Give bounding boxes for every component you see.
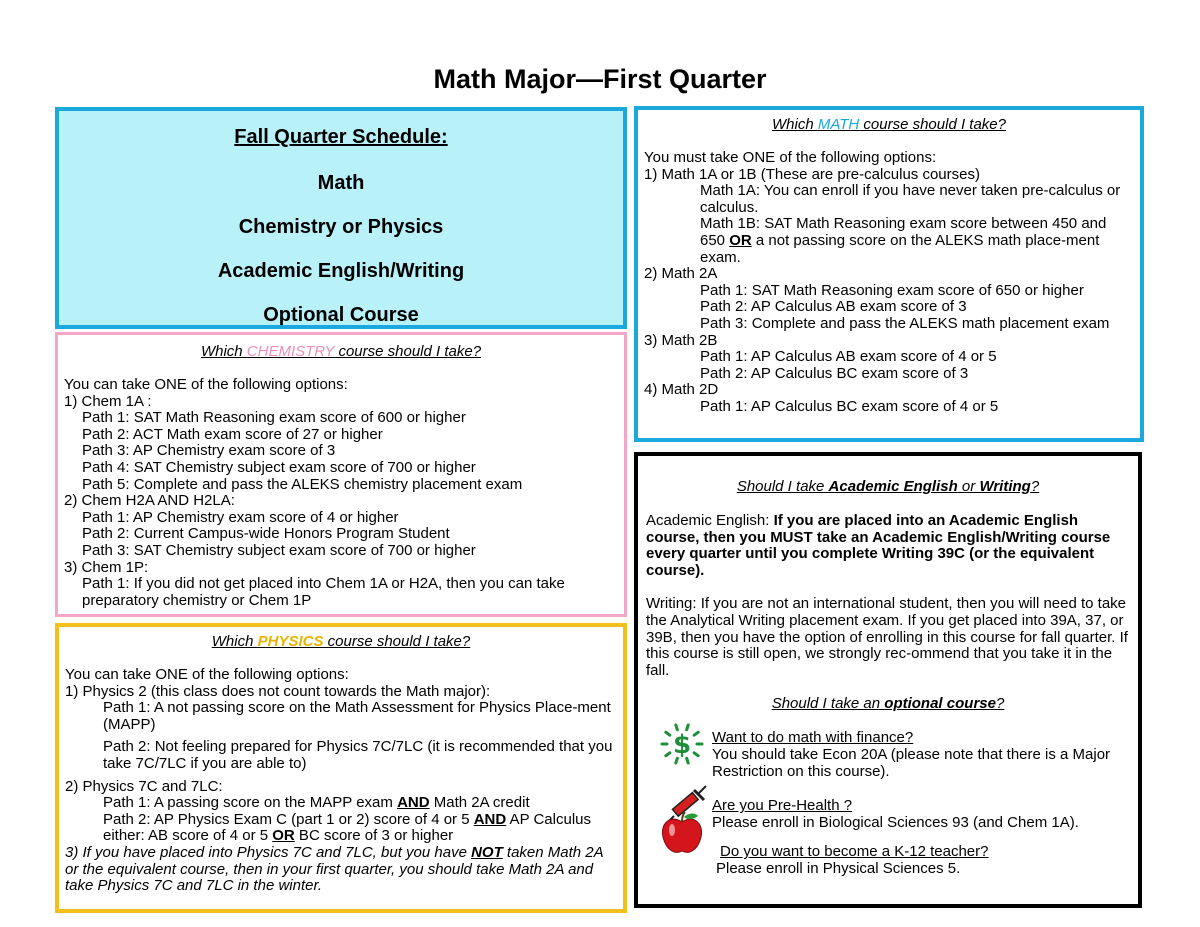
english-optional-box (634, 452, 1142, 908)
physics-question: Which PHYSICS course should I take? (211, 633, 471, 650)
chem-1a-path: Path 2: ACT Math exam score of 27 or higher (82, 425, 383, 443)
prehealth-question: Are you Pre-Health ? (712, 797, 853, 815)
svg-text:$: $ (672, 730, 692, 761)
chem-option-3: 3) Chem 1P: (64, 558, 149, 576)
schedule-item-optional: Optional Course (263, 304, 419, 326)
finance-answer: You should take Econ 20A (please note that there is a Major Restriction on this course). (712, 745, 1111, 780)
math-question: Which MATH course should I take? (772, 116, 1006, 133)
chem-1a-path: Path 1: SAT Math Reasoning exam score of 600 or higher (82, 409, 466, 427)
math-2b-path: Path 1: AP Calculus AB exam score of 4 or 5 (700, 348, 997, 366)
chem-1a-path: Path 5: Complete and pass the ALEKS chemistry placement exam (82, 475, 523, 493)
math-2d-path: Path 1: AP Calculus BC exam score of 4 or 5 (700, 397, 999, 415)
schedule-item-english: Academic English/Writing (217, 260, 465, 282)
math-option-4: 4) Math 2D (644, 381, 719, 399)
math-2a-path: Path 3: Complete and pass the ALEKS math placement exam (700, 314, 1110, 332)
chem-1a-path: Path 3: AP Chemistry exam score of 3 (82, 442, 336, 460)
fall-schedule-box (55, 107, 627, 329)
chem-h2a-path: Path 1: AP Chemistry exam score of 4 or higher (82, 508, 399, 526)
math-keyword: MATH (817, 116, 860, 133)
math-option-3: 3) Math 2B (644, 331, 718, 349)
finance-question: Want to do math with finance? (712, 729, 914, 747)
optional-question: Should I take an optional course? (771, 695, 1005, 713)
dollar-icon (660, 722, 704, 766)
chem-1a-path: Path 4: SAT Chemistry subject exam score of 700 or higher (82, 458, 476, 476)
english-question: Should I take Academic English or Writing? (736, 478, 1040, 495)
writing-info: Writing: If you are not an international student, then you will need to take the Analytical Writing placement exam. If you get placed into 39A, 37, or 39B, then you have the option of enrolling in this course for fall quarter. If this course is still open, we strongly rec-ommend that you take it in the fall. (646, 595, 1128, 679)
chemistry-box (55, 332, 627, 617)
apple-icon (660, 810, 704, 856)
chem-1p-path: Path 1: If you did not get placed into Chem 1A or H2A, then you can take preparatory chemistry or Chem 1P (82, 575, 565, 609)
schedule-heading: Fall Quarter Schedule: (234, 126, 448, 148)
prehealth-answer: Please enroll in Biological Sciences 93 (and Chem 1A). (712, 813, 1079, 831)
chemistry-intro: You can take ONE of the following options: (64, 376, 348, 393)
math-box (634, 106, 1144, 442)
math-1a-info: Math 1A: You can enroll if you have never taken pre-calculus or calculus. (700, 182, 1121, 216)
phys-option-2: 2) Physics 7C and 7LC: (65, 777, 223, 795)
phys-option-3: 3) If you have placed into Physics 7C and 7LC, but you have NOT taken Math 2A or the equivalent course, then in your first quarter, you should take Math 2A and take Physics 7C and 7LC in the winter. (65, 843, 604, 895)
math-2a-path: Path 1: SAT Math Reasoning exam score of 650 or higher (700, 281, 1084, 299)
physics-box (55, 623, 627, 913)
chem-option-1: 1) Chem 1A : (64, 392, 152, 410)
teacher-option (646, 844, 1130, 884)
math-intro: You must take ONE of the following options: (644, 149, 937, 166)
math-2b-path: Path 2: AP Calculus BC exam score of 3 (700, 364, 969, 382)
chem-h2a-path: Path 2: Current Campus-wide Honors Program Student (82, 525, 450, 543)
math-2a-path: Path 2: AP Calculus AB exam score of 3 (700, 298, 967, 316)
page-title: Math Major—First Quarter (433, 64, 767, 94)
finance-option (646, 730, 1130, 792)
phys-7c-path-1: Path 1: A passing score on the MAPP exam AND Math 2A credit (103, 794, 530, 812)
schedule-item-science: Chemistry or Physics (238, 216, 444, 238)
physics-keyword: PHYSICS (257, 633, 324, 650)
physics-intro: You can take ONE of the following options: (65, 666, 349, 683)
phys-option-1: 1) Physics 2 (this class does not count towards the Math major): (65, 682, 491, 700)
math-option-1: 1) Math 1A or 1B (These are pre-calculus courses) (644, 165, 980, 183)
chemistry-keyword: CHEMISTRY (246, 343, 335, 360)
chem-h2a-path: Path 3: SAT Chemistry subject exam score of 700 or higher (82, 541, 476, 559)
chemistry-question: Which CHEMISTRY course should I take? (200, 343, 482, 360)
math-1b-info: Math 1B: SAT Math Reasoning exam score between 450 and 650 OR a not passing score on the ALEKS math place-ment exam. (700, 215, 1107, 266)
phys-2-path-1: Path 1: A not passing score on the Math Assessment for Physics Place-ment (MAPP) (103, 699, 611, 733)
teacher-question: Do you want to become a K-12 teacher? (720, 843, 989, 861)
math-option-2: 2) Math 2A (644, 265, 718, 283)
prehealth-option (646, 798, 1130, 832)
academic-english-info: Academic English: If you are placed into an Academic English course, then you MUST take an Academic English/Writing course every quarter until you complete Writing 39C (or the equivalent course). (646, 512, 1111, 579)
schedule-item-math: Math (317, 172, 365, 194)
phys-2-path-2: Path 2: Not feeling prepared for Physics 7C/7LC (it is recommended that you take 7C/7LC if you are able to) (103, 738, 613, 772)
phys-7c-path-2: Path 2: AP Physics Exam C (part 1 or 2) score of 4 or 5 AND AP Calculus either: AB score of 4 or 5 OR BC score of 3 or higher (103, 810, 591, 845)
chem-option-2: 2) Chem H2A AND H2LA: (64, 492, 235, 510)
teacher-answer: Please enroll in Physical Sciences 5. (716, 859, 961, 877)
